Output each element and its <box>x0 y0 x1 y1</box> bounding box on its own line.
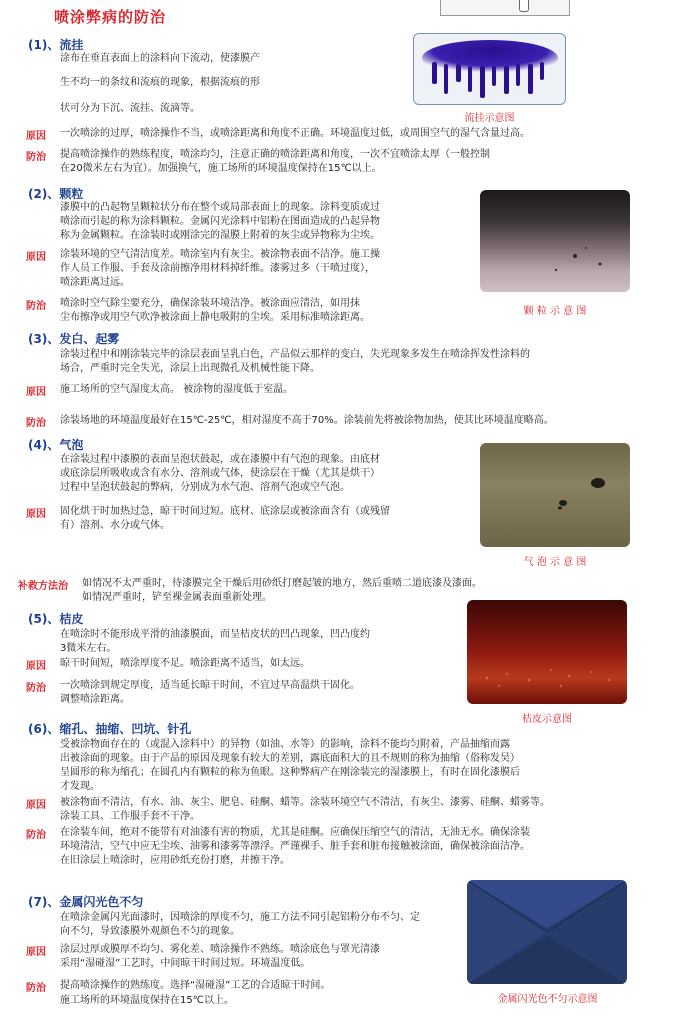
frame-tab <box>519 0 529 12</box>
s5-line: 3微米左右。 <box>60 643 117 654</box>
prevent-label: 防治 <box>26 301 46 312</box>
s5-line: 在喷涂时不能形成平滑的油漆膜面，而呈桔皮状的凹凸现象，凹凸度约 <box>60 629 370 640</box>
s3-line: 场合，严重时完全失光，涂层上出现微孔及机械性能下降。 <box>60 363 320 374</box>
prevent-label: 防治 <box>26 152 46 163</box>
s2-line: 称为金属颗粒。在涂装时或刚涂完的湿膜上附着的灰尘或异物称为尘埃。 <box>60 230 380 241</box>
orange-peel-caption: 桔皮示意图 <box>522 714 572 725</box>
s2-cause: 作人员工作服、手套及涂前擦净用材料掉纤维。漆雾过多（干喷过度）， <box>60 263 375 274</box>
s1-cause: 一次喷涂的过厚，喷涂操作不当，或喷涂距离和角度不正确。环境温度过低，或周围空气的湿气含量过高。 <box>60 128 530 139</box>
remedy-text: 如情况不太严重时，待漆膜完全干燥后用砂纸打磨起皱的地方，然后重喷二道底漆及漆面。 <box>82 578 482 589</box>
cause-label: 原因 <box>26 131 46 142</box>
s7-prevent: 施工场所的环境温度保持在15℃以上。 <box>60 995 234 1006</box>
heading-metallic-mottling: (7)、金属闪光色不匀 <box>28 895 144 909</box>
heading-orange-peel: (5)、桔皮 <box>28 612 84 626</box>
prevent-label: 防治 <box>26 830 46 841</box>
orange-peel-image <box>467 600 627 704</box>
heading-cratering: (6)、缩孔、抽缩、凹坑、针孔 <box>28 722 192 736</box>
s6-line: 呈圆形的称为缩孔；在圆孔内有颗粒的称为鱼眼。这种弊病产在刚涂装完的湿漆膜上，有时在固化漆膜后 <box>60 767 520 778</box>
s2-line: 喷涂而引起的称为涂料颗粒。金属闪光涂料中铝粉在图面造成的凸起异物 <box>60 216 380 227</box>
particles-image <box>480 190 630 292</box>
s4-line: 在涂装过程中漆膜的表面呈泡状鼓起，或在漆膜中有气泡的现象。由底材 <box>60 454 380 465</box>
s2-cause: 涂装环境的空气清洁度差。喷涂室内有灰尘。被涂物表面不洁净。施工操 <box>60 249 380 260</box>
s6-cause: 被涂物面不清洁，有水、油、灰尘、肥皂、硅酮、蜡等。涂装环境空气不清洁，有灰尘、漆雾、硅酮、蜡雾等。 <box>60 797 550 808</box>
sagging-figure <box>413 33 566 105</box>
s7-prevent: 提高喷涂操作的熟练度。选择“湿碰湿”工艺的合适晾干时间。 <box>60 980 331 991</box>
bubbles-figure <box>480 443 630 547</box>
particles-figure <box>480 190 630 292</box>
s3-prevent: 涂装场地的环境温度最好在15℃-25℃，相对湿度不高于70%。涂装前先将被涂物加热，使其比环境温度略高。 <box>60 415 554 426</box>
remedy-text: 如情况严重时，铲至裸金属表面重新处理。 <box>82 592 272 603</box>
s3-cause: 施工场所的空气湿度太高。 被涂物的湿度低于室温。 <box>60 384 294 395</box>
remedy-label: 补救方法治 <box>18 581 68 592</box>
heading-particles: (2)、颗粒 <box>28 187 84 201</box>
top-frame <box>440 0 570 16</box>
s2-cause: 喷涂距离过远。 <box>60 277 130 288</box>
s1-line: 涂布在垂直表面上的涂料向下流动，使漆膜产 <box>60 53 260 64</box>
cause-label: 原因 <box>26 387 46 398</box>
s5-prevent: 调整喷涂距离。 <box>60 694 130 705</box>
heading-sagging: (1)、流挂 <box>28 38 84 52</box>
cause-label: 原因 <box>26 509 46 520</box>
bubbles-caption: 气 泡 示 意 图 <box>523 557 587 568</box>
orange-peel-figure <box>467 600 627 704</box>
s4-line: 过程中呈泡状鼓起的弊病，分别成为水气泡、溶剂气泡或空气泡。 <box>60 482 350 493</box>
s6-cause: 涂装工具、工作服手套不干净。 <box>60 811 200 822</box>
s7-cause: 采用“湿碰湿”工艺时，中间晾干时间过短。环境温度低。 <box>60 958 311 969</box>
metallic-caption: 金属闪光色不匀示意图 <box>497 994 598 1005</box>
s7-line: 在喷涂金属闪光面漆时，因喷涂的厚度不匀，施工方法不同引起铝粉分布不匀、定 <box>60 912 420 923</box>
cause-label: 原因 <box>26 661 46 672</box>
cause-label: 原因 <box>26 800 46 811</box>
s6-prevent: 在涂装车间，绝对不能带有对油漆有害的物质，尤其是硅酮。应确保压缩空气的清洁，无油无水。确保涂装 <box>60 827 530 838</box>
s7-line: 向不匀，导致漆膜外观颜色不匀的现象。 <box>60 926 240 937</box>
s2-prevent: 尘布擦净或用空气吹净被涂面上静电吸附的尘埃。采用标准喷涂距离。 <box>60 312 370 323</box>
sagging-drip-image <box>414 34 566 105</box>
heading-blushing: (3)、发白、起雾 <box>28 332 120 346</box>
s6-line: 出被涂面的现象。由于产品的原因及现象有较大的差别，露底面积大的且不规则的称为抽缩（俗称发吴） <box>60 753 520 764</box>
s1-line: 状可分为下沉、流挂、流滴等。 <box>60 103 200 114</box>
s6-prevent: 在旧涂层上喷涂时，应用砂纸充份打磨，并擦干净。 <box>60 855 290 866</box>
s5-prevent: 一次喷涂到规定厚度，适当延长晾干时间，不宜过早高温烘干固化。 <box>60 680 360 691</box>
s1-line: 生不均一的条纹和流痕的现象，根据流痕的形 <box>60 77 260 88</box>
s6-line: 受被涂物面存在的（或混入涂料中）的异物（如油、水等）的影响，涂料不能均匀附着，产品抽缩而露 <box>60 739 510 750</box>
sagging-caption: 流挂示意图 <box>464 113 515 124</box>
metallic-mottling-image <box>467 880 627 984</box>
metallic-figure <box>467 880 627 984</box>
prevent-label: 防治 <box>26 683 46 694</box>
s7-cause: 涂层过厚或膜厚不均匀、雾化差、喷涂操作不熟练。喷涂底色与罩光清漆 <box>60 944 380 955</box>
s3-line: 涂装过程中和刚涂装完毕的涂层表面呈乳白色，产品似云那样的变白，失光现象多发生在喷涂挥发性涂料的 <box>60 349 530 360</box>
heading-bubbles: (4)、气泡 <box>28 438 84 452</box>
cause-label: 原因 <box>26 947 46 958</box>
s4-line: 或底涂层所吸收或含有水分、溶剂或气体，使涂层在干燥（尤其是烘干） <box>60 468 380 479</box>
prevent-label: 防治 <box>26 418 46 429</box>
page-title: 喷涂弊病的防治 <box>54 8 167 26</box>
s4-cause: 固化烘干时加热过急，晾干时间过短。底材、底涂层或被涂面含有（或残留 <box>60 506 390 517</box>
cause-label: 原因 <box>26 252 46 263</box>
s1-prevent: 提高喷涂操作的熟练程度，喷涂均匀，注意正确的喷涂距离和角度，一次不宜喷涂太厚（一般控制 <box>60 149 490 160</box>
s5-cause: 晾干时间短，喷涂厚度不足。喷涂距离不适当，如太远。 <box>60 658 310 669</box>
s2-line: 漆膜中的凸起物呈颗粒状分布在整个或局部表面上的现象。涂料变质或过 <box>60 202 380 213</box>
s2-prevent: 喷涂时空气除尘要充分，确保涂装环境洁净。被涂面应清洁，如用抹 <box>60 298 360 309</box>
s6-line: 才发现。 <box>60 781 100 792</box>
s6-prevent: 环境清洁，空气中应无尘埃、油雾和漆雾等漂浮。严谨裸手、脏手套和脏布接触被涂面，确保被涂面洁净。 <box>60 841 530 852</box>
s1-prevent: 在20微米左右为宜）。加强换气，施工场所的环境温度保持在15℃以上。 <box>60 163 382 174</box>
bubbles-image <box>480 443 630 547</box>
s4-cause: 有）溶剂、水分或气体。 <box>60 520 170 531</box>
particles-caption: 颗 粒 示 意 图 <box>523 306 587 317</box>
prevent-label: 防治 <box>26 983 46 994</box>
